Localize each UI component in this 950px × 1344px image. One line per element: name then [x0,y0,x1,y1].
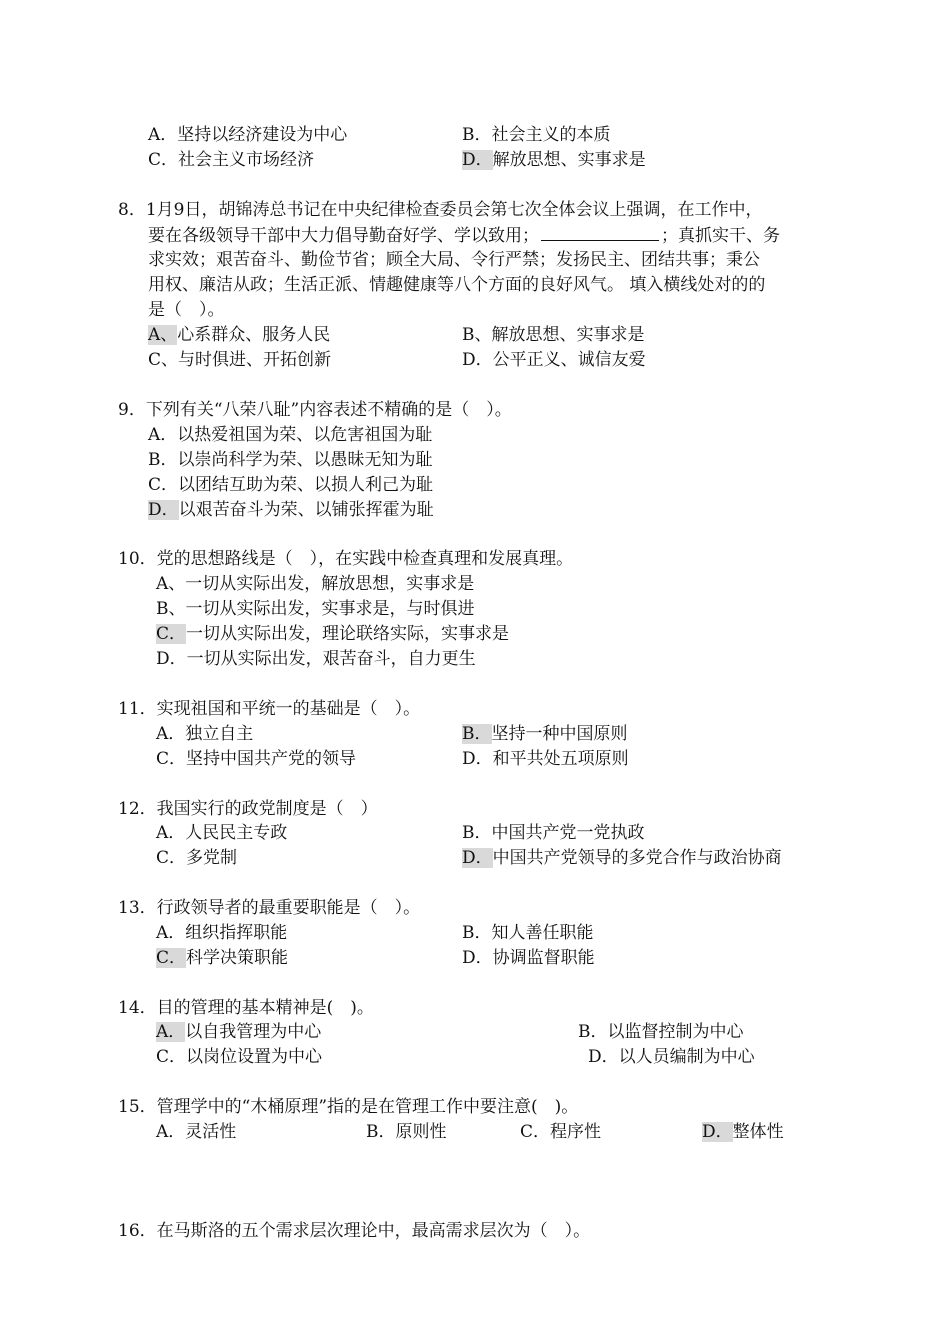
q8-stem-line-1: 8．1月9日，胡锦涛总书记在中央纪律检查委员会第七次全体会议上强调，在工作中， [118,200,763,220]
q15-stem: 15．管理学中的“木桶原理”指的是在管理工作中要注意( )。 [118,1097,579,1117]
answer-highlight: D． [462,848,493,868]
q12-option-c: C．多党制 [156,848,238,868]
q11-option-c: C．坚持中国共产党的领导 [156,749,357,769]
q13-option-a: A．组织指挥职能 [156,923,288,943]
q8-stem-line-4: 用权、廉洁从政；生活正派、情趣健康等八个方面的良好风气。 填入横线处对的的 [148,275,766,295]
option-text: 整体性 [732,1122,784,1142]
q14-option-a [156,1021,321,1043]
q13-option-b: B．知人善任职能 [462,923,594,943]
q8-stem-line-5: 是（ ）。 [148,300,225,320]
q9-option-b: B．以崇尚科学为荣、以愚昧无知为耻 [148,450,433,470]
option-text: 一切从实际出发，理论联络实际，实事求是 [186,624,510,644]
q10-option-c [156,623,509,645]
option-text: 坚持一种中国原则 [491,724,628,744]
q12-option-b: B．中国共产党一党执政 [462,823,645,843]
stem-text: ；真抓实干、务 [661,226,780,246]
q7-option-b: B．社会主义的本质 [462,125,611,145]
q9-option-d [148,499,434,521]
answer-highlight: D． [148,500,179,520]
option-text: 以自我管理为中心 [185,1022,322,1042]
option-text: 科学决策职能 [186,948,289,968]
q9-option-c: C．以团结互助为荣、以损人利己为耻 [148,475,434,495]
q14-option-c: C．以岗位设置为中心 [156,1047,323,1067]
q15-option-b: B．原则性 [366,1122,447,1142]
q13-stem: 13．行政领导者的最重要职能是（ ）。 [118,898,421,918]
q14-option-d: D．以人员编制为中心 [588,1047,755,1067]
q14-option-b: B．以监督控制为中心 [578,1022,744,1042]
q7-option-a: A．坚持以经济建设为中心 [148,125,348,145]
answer-highlight: A、 [148,325,178,345]
q14-stem: 14．目的管理的基本精神是( )。 [118,998,374,1018]
q8-option-a [148,324,330,346]
q10-option-d: D．一切从实际出发，艰苦奋斗，自力更生 [156,649,476,669]
option-text: 心系群众、服务人民 [177,325,331,345]
option-text: 以艰苦奋斗为荣、以铺张挥霍为耻 [178,500,434,520]
q10-stem: 10．党的思想路线是（ ），在实践中检查真理和发展真理。 [118,549,574,569]
q10-option-b: B、一切从实际出发，实事求是，与时俱进 [156,599,475,619]
q8-option-c: C、与时俱进、开拓创新 [148,350,332,370]
stem-text: 要在各级领导干部中大力倡导勤奋好学、学以致用； [148,226,539,246]
answer-highlight: A． [156,1022,186,1042]
q12-stem: 12．我国实行的政党制度是（ ） [118,799,378,819]
q11-option-a: A．独立自主 [156,724,254,744]
q10-option-a: A、一切从实际出发，解放思想，实事求是 [156,574,475,594]
q9-option-a: A．以热爱祖国为荣、以危害祖国为耻 [148,425,433,445]
q7-option-d [462,149,646,171]
q8-option-d: D．公平正义、诚信友爱 [462,350,646,370]
q13-option-d: D．协调监督职能 [462,948,595,968]
q15-option-a: A．灵活性 [156,1122,237,1142]
q11-stem: 11．实现祖国和平统一的基础是（ ）。 [118,699,421,719]
answer-highlight: B． [462,724,492,744]
q15-option-d [702,1121,784,1143]
q7-option-c: C．社会主义市场经济 [148,150,315,170]
q11-option-b [462,723,628,745]
q9-stem: 9．下列有关“八荣八耻”内容表述不精确的是（ ）。 [118,400,512,420]
option-text: 中国共产党领导的多党合作与政治协商 [492,848,782,868]
q12-option-d [462,847,782,869]
q12-option-a: A．人民民主专政 [156,823,288,843]
q16-stem: 16．在马斯洛的五个需求层次理论中，最高需求层次为（ ）。 [118,1221,591,1241]
q13-option-c [156,947,288,969]
q8-stem-line-3: 求实效；艰苦奋斗、勤俭节省；顾全大局、令行严禁；发扬民主、团结共事；秉公 [148,250,760,270]
q15-option-c: C．程序性 [520,1122,602,1142]
q11-option-d: D．和平共处五项原则 [462,749,629,769]
answer-highlight: C． [156,948,187,968]
answer-highlight: D． [702,1122,733,1142]
answer-highlight: D． [462,150,493,170]
answer-highlight: C． [156,624,187,644]
q8-stem-line-2 [148,224,780,246]
q8-option-b: B、解放思想、实事求是 [462,325,645,345]
option-text: 解放思想、实事求是 [492,150,646,170]
fill-blank [541,224,659,241]
